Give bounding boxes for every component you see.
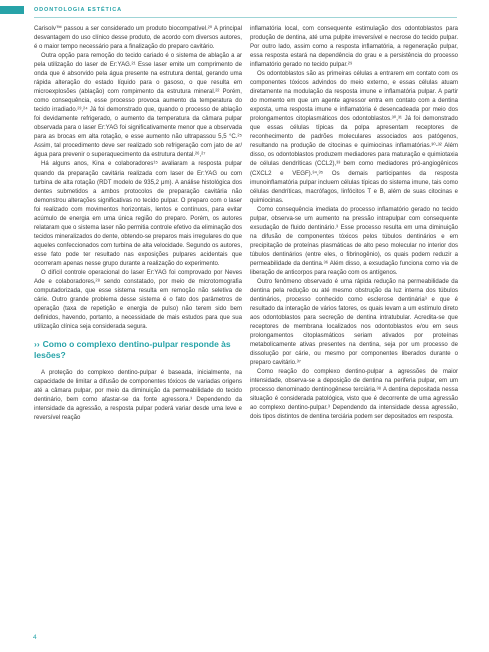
paragraph: Há alguns anos, Kina e colaboradores¹⁵ avaliaram a resposta pulpar quando da preparação cavitária realizada com laser de Er:YAG ou com turbina de alta rotação (RDT modelo de 935,2 μm). A análise histológica dos dentes submetidos a ambos protocolos de preparação cavitária não demonstrou alterações significativas no tecido pulpar. O preparo com o laser foi realizado com movimentos horizontais, lentos e contínuos, para evitar acúmulo de energia em uma única região do preparo. Porém, os autores relataram que o sistema laser não permitia controle efetivo da eliminação dos tecidos mineralizados do dente, obtendo-se preparos mais irregulares do que aqueles confeccionados com turbina de alta velocidade. Segundo os autores, esse fato pode ter resultado nas exposições pulpares acidentais que ocorreram apenas nesse grupo durante a realização do experimento.	[34, 161, 242, 267]
section-heading-text: Como o complexo dentino-pulpar responde às lesões?	[34, 339, 231, 360]
paragraph: A proteção do complexo dentino-pulpar é baseada, inicialmente, na capacidade de limitar a difusão de componentes tóxicos de variadas origens até a câmara pulpar, por meio da diminuição da permeabilidade do tecido dentinário, bem como afastar-se da fonte agressora.³ Dependendo da intensidade da agressão, a resposta pulpar poderá variar desde uma leve e reversível reação	[34, 370, 242, 422]
paragraph: Os odontoblastos são as primeiras células a entrarem em contato com os componentes tóxicos advindos do meio externo, e essas células atuam diretamente na modulação da resposta imune e inflamatória pulpar. A partir do momento em que um agente agressor entra em contato com a dentina exposta, uma resposta imune e inflamatória é desencadeada por meio dos prolongamentos citoplasmáticos dos odontoblastos.³⁰,³¹ Já foi demonstrado que essas células típicas da polpa apresentam receptores de reconhecimento de padrões moleculares associados aos patógenos, resultando na produção de citocinas e quimiocinas inflamatórias.³⁰-³² Além disso, os odontoblastos produzem mediadores para maturação e quimiotaxia de células dendríticas (CCL2),³³ bem como mediadores pró-angiogênicos (CXCL2 e VEGF).³⁴,³⁵ Os demais participantes da resposta imunoinflamatória pulpar incluem células típicas do sistema imune, tais como células dendríticas, macrófagos, linfócitos T e B, além de suas citocinas e quimiocinas.	[250, 71, 458, 204]
journal-title: ODONTOLOGIA ESTÉTICA	[34, 7, 122, 13]
paragraph: Como consequência imediata do processo inflamatório gerado no tecido pulpar, observa-se um aumento na pressão intrapulpar com consequente exsudação de fluido dentinário.³ Esse processo resulta em uma diminuição na difusão de componentes tóxicos pelos túbulos dentinários e em precipitação de proteínas plasmáticas de alto peso molecular no interior dos túbulos dentinários (entre eles, o fibrinogênio), os quais podem reduzir a permeabilidade da dentina.³⁶ Além disso, a exsudação funciona como via de liberação de anticorpos para reação com os antígenos.	[250, 206, 458, 276]
page-number: 4	[33, 634, 37, 641]
paragraph: Carisolv™ passou a ser considerado um produto biocompatível.²⁰ A principal desvantagem do uso clínico desse produto, de acordo com diversos autores, é o maior tempo necessário para a finalização do preparo cavitário.	[34, 26, 242, 51]
section-marker: ››	[34, 339, 40, 350]
right-column	[250, 25, 458, 422]
paragraph: inflamatória local, com consequente estimulação dos odontoblastos para produção de dentina, até uma pulpite irreversível e necrose do tecido pulpar. Por outro lado, assim como a resposta inflamatória, a regeneração pulpar, essa resposta estará na dependência do grau e a persistência do processo inflamatório gerado no tecido pulpar.²⁹	[250, 26, 458, 69]
paragraph: Outra opção para remoção do tecido cariado é o sistema de ablação a ar pela utilização do laser de Er:YAG.²¹ Esse laser emite um comprimento de onda que é absorvido pela água presente na estrutura dental, gerando uma rápida alteração do estado líquido para o gasoso, o que resulta em microexplosões (ablação) com rompimento da estrutura mineral.²² Porém, como consequência, esse processo provoca aumento da temperatura do tecido irradiado.²³,²⁴ Já foi demonstrado que, quando o processo de ablação foi devidamente refrigerado, o aumento da temperatura da câmara pulpar observada para o laser Er:YAG foi significativamente menor que a observada para as brocas em alta rotação, e esse aumento não ultrapassou 5,5 °C.²⁵ Assim, tal procedimento deve ser realizado sob refrigeração com jato de ar/água para prevenir o superaquecimento da estrutura dental.²⁶,²⁷	[34, 53, 242, 159]
left-column	[34, 25, 242, 423]
paragraph: Outro fenômeno observado é uma rápida redução na permeabilidade da dentina pela redução ou até mesmo obstrução da luz interna dos túbulos dentinários, processo conhecido como esclerose dentinária³ e que é resultado da interação de vários fatores, os quais levam a um estímulo direto aos odontoblastos para secreção de dentina intratubular. Acredita-se que receptores de membrana localizados nos odontoblastos e/ou em seus prolongamentos citoplasmáticos seriam ativados por proteínas metabolicamente ativas presentes na dentina, seja por um processo de dissolução por cárie, ou mesmo por componentes liberados durante o preparo cavitário.³⁷	[250, 278, 458, 367]
header-accent-bar	[0, 6, 24, 14]
section-heading	[34, 339, 242, 360]
paragraph: O difícil controle operacional do laser Er:YAG foi comprovado por Neves Ade e colaboradores,²⁸ sendo constatado, por meio de microtomografia computadorizada, que esse sistema resulta em remoção não seletiva de cárie. Outro grande problema desse sistema é o fato dos parâmetros de operação (taxa de repetição e energia de pulso) não terem sido bem definidos, havendo, portanto, a necessidade de mais estudos para que sua utilização clínica seja considerada segura.	[34, 269, 242, 331]
header-divider	[34, 17, 457, 18]
paragraph: Como reação do complexo dentino-pulpar a agressões de maior intensidade, observa-se a deposição de dentina na periferia pulpar, em um processo denominado dentinogênese terciária.³⁸ A dentina depositada nessa situação é considerada patológica, visto que é decorrente de uma agressão ao complexo dentino-pulpar.³ Dependendo da intensidade dessa agressão, dois tipos distintos de dentina terciária podem ser depositados em resposta.	[250, 369, 458, 421]
page-header	[0, 0, 489, 24]
